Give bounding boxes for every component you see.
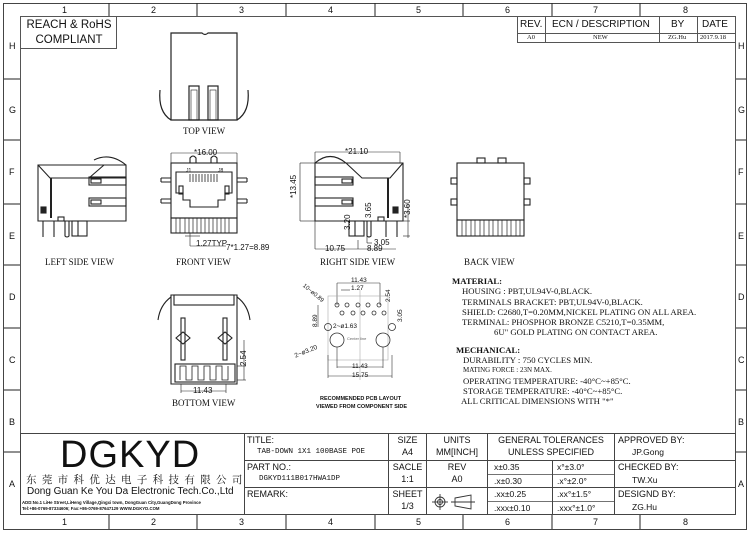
rev-header: REV.	[520, 19, 543, 30]
date-header: DATE	[702, 19, 728, 30]
units-label: UNITS	[443, 435, 471, 445]
row-label: C	[738, 355, 745, 365]
pcb-center-line-label: Center line	[347, 336, 367, 341]
dim-pin-j1: J1	[186, 168, 192, 174]
dim-side-3-65: 3.65	[364, 202, 373, 218]
pcb-layout-label-1: RECOMMENDED PCB LAYOUT	[320, 396, 402, 402]
row-label: D	[9, 292, 16, 302]
col-label: 7	[593, 517, 599, 527]
checked-by-label: CHECKED BY:	[618, 462, 679, 472]
right-side-view-label: RIGHT SIDE VIEW	[320, 257, 396, 267]
row-label: D	[738, 292, 745, 302]
bottom-view-drawing	[158, 295, 250, 393]
units-cell	[427, 434, 487, 458]
date-cell: 2017.9.18	[700, 34, 726, 41]
tolerance-angular: x°±3.0°	[557, 462, 585, 472]
by-header: BY	[671, 19, 685, 30]
mechanical-notes	[456, 345, 631, 406]
dim-pcb-3-05: 3.05	[397, 309, 404, 322]
checked-by-value: TW.Xu	[632, 475, 658, 485]
left-side-view-drawing	[38, 157, 126, 237]
dim-pcb-holes-small: 10~ø0.89	[301, 283, 325, 305]
dim-side-8-89: 8.89	[367, 244, 383, 253]
dim-side-3-05: 3.05	[374, 238, 390, 247]
title-label: TITLE:	[247, 435, 275, 445]
row-label: G	[9, 105, 17, 115]
dim-bottom-2-54: 2.54	[239, 350, 248, 366]
col-label: 3	[239, 5, 245, 15]
units-value: MM[INCH]	[436, 447, 478, 457]
dim-pcb-holes-mid: 2~ø1.63	[333, 323, 358, 330]
front-view-drawing	[161, 153, 247, 246]
sheet-value: 1/3	[401, 501, 414, 511]
col-label: 8	[683, 517, 689, 527]
scale-label: SACLE	[392, 462, 423, 472]
description-cell: NEW	[593, 34, 608, 41]
dim-side-height: *13.45	[289, 174, 298, 198]
col-label: 3	[239, 517, 245, 527]
row-label: B	[9, 417, 16, 427]
rev-cell: A0	[527, 34, 535, 41]
material-line: TERMINALS BRACKET: PBT,UL94V-0,BLACK.	[462, 296, 643, 307]
approved-by-value: JP.Gong	[632, 447, 664, 457]
approved-by-label: APPROVED BY:	[618, 435, 685, 445]
row-label: A	[738, 479, 745, 489]
material-notes	[452, 276, 696, 338]
row-label: H	[738, 41, 745, 51]
mechanical-heading: MECHANICAL:	[456, 345, 521, 355]
designed-by-label: DESIGND BY:	[618, 489, 676, 499]
col-label: 1	[62, 5, 68, 15]
part-no-value: DGKYD111B017HWA1DP	[259, 475, 341, 483]
size-cell	[389, 434, 426, 458]
rev-cell-block	[427, 461, 487, 485]
row-label: F	[9, 167, 15, 177]
col-label: 6	[505, 5, 511, 15]
size-label: SIZE	[397, 435, 418, 445]
scale-value: 1:1	[401, 474, 414, 484]
dim-pcb-1-27: 1.27	[351, 285, 364, 292]
back-view-drawing	[451, 158, 530, 236]
size-value: A4	[401, 447, 413, 457]
compliance-badge	[21, 17, 117, 50]
tolerances-line-1: GENERAL TOLERANCES	[498, 435, 604, 445]
row-label: F	[738, 167, 744, 177]
scale-cell	[389, 461, 426, 485]
col-label: 5	[416, 517, 422, 527]
material-heading: MATERIAL:	[452, 276, 503, 286]
front-view-label: FRONT VIEW	[176, 257, 231, 267]
tolerance-angular: .x°±2.0°	[557, 476, 587, 486]
mechanical-line: STORAGE TEMPERATURE: -40°C~+85°C.	[463, 385, 623, 396]
dim-pcb-2-54: 2.54	[385, 289, 392, 302]
row-label: H	[9, 41, 16, 51]
company-name-cn: 东 莞 市 科 优 达 电 子 科 技 有 限 公 司	[26, 474, 244, 486]
dim-pcb-11-43-top: 11.43	[351, 277, 367, 284]
tolerance-linear: .xxx±0.10	[494, 503, 531, 513]
designed-by-value: ZG.Hu	[632, 502, 658, 512]
mechanical-line: ALL CRITICAL DIMENSIONS WITH "*"	[461, 396, 614, 407]
row-label: C	[9, 355, 16, 365]
material-line: 6U" GOLD PLATING ON CONTACT AREA.	[494, 327, 658, 338]
dim-bottom-11-43: 11.43	[193, 386, 213, 395]
tolerance-linear: .x±0.30	[494, 476, 522, 486]
title-value: TAB-DOWN 1X1 100BASE POE	[257, 448, 366, 456]
dim-pcb-holes-large: 2~ø3.20	[293, 344, 319, 360]
sheet-cell	[389, 488, 426, 512]
remark-label: REMARK:	[247, 489, 289, 499]
first-angle-projection-icon	[432, 494, 475, 510]
col-label: 6	[505, 517, 511, 527]
left-side-view-label: LEFT SIDE VIEW	[45, 257, 115, 267]
dim-front-pitch: 1.27TYP	[196, 239, 228, 248]
part-no-label: PART NO.:	[247, 462, 292, 472]
dim-side-length: *21.10	[345, 147, 369, 156]
tolerance-angular: .xxx°±1.0°	[557, 503, 596, 513]
row-label: A	[9, 479, 16, 489]
tolerance-linear: x±0.35	[494, 462, 520, 472]
company-contact: Tel:+86-0769-87334606; Fax:+86-0769-87647129 WWW.DGKYD.COM	[22, 506, 160, 511]
pcb-layout-label-2: VIEWED FROM COMPONENT SIDE	[316, 404, 408, 410]
back-view-label: BACK VIEW	[464, 257, 515, 267]
row-label: G	[738, 105, 746, 115]
dim-pcb-8-89: 8.89	[312, 314, 319, 327]
company-logo: DGKYD	[60, 434, 201, 476]
material-line: SHIELD: C2680,T=0.20MM,NICKEL PLATING ON ALL AREA.	[462, 306, 697, 317]
company-address: ADD:No.1 LiHe Street,LiHeng Village,Qingxi town, DongGuan City,GuangDong Province	[22, 500, 201, 505]
mechanical-line: MATING FORCE : 23N MAX.	[463, 366, 552, 375]
by-cell: ZG.Hu	[668, 34, 687, 41]
mechanical-line: DURABILITY : 750 CYCLES MIN.	[463, 355, 593, 366]
top-view-drawing	[160, 33, 249, 120]
top-view-label: TOP VIEW	[183, 126, 226, 136]
col-label: 8	[683, 5, 689, 15]
col-label: 5	[416, 5, 422, 15]
tolerance-angular: .xx°±1.5°	[557, 489, 592, 499]
material-line: TERMINAL: PHOSPHOR BRONZE C5210,T=0.35MM,	[462, 317, 665, 328]
compliance-line-2: COMPLIANT	[35, 34, 103, 46]
dim-front-width: *16.00	[194, 148, 218, 157]
col-label: 2	[151, 5, 157, 15]
sheet-label: SHEET	[392, 489, 423, 499]
col-label: 7	[593, 5, 599, 15]
tolerances-line-2: UNLESS SPECIFIED	[507, 447, 595, 457]
tolerance-linear: .xx±0.25	[494, 489, 527, 499]
company-name-en: Dong Guan Ke You Da Electronic Tech.Co.,Ltd	[27, 486, 234, 497]
ecn-header: ECN / DESCRIPTION	[552, 19, 650, 30]
dim-side-10-75: 10.75	[325, 244, 346, 253]
row-label: E	[9, 231, 16, 241]
bottom-view-label: BOTTOM VIEW	[172, 398, 236, 408]
col-label: 4	[328, 5, 334, 15]
col-label: 1	[62, 517, 68, 527]
mechanical-line: OPERATING TEMPERATURE: -40°C~+85°C.	[463, 375, 631, 386]
right-side-view-drawing	[300, 152, 410, 249]
compliance-line-1: REACH & RoHS	[26, 19, 112, 31]
dim-pcb-15-75: 15.75	[352, 372, 369, 379]
dim-front-span: 7*1.27=8.89	[226, 243, 270, 252]
row-label: E	[738, 231, 745, 241]
col-label: 2	[151, 517, 157, 527]
dim-side-3-20: 3.20	[343, 214, 352, 230]
rev-value: A0	[451, 474, 463, 484]
material-line: HOUSING : PBT,UL94V-0,BLACK.	[462, 286, 593, 297]
dim-pin-j8: J8	[218, 168, 224, 174]
dim-pcb-11-43-bottom: 11.43	[352, 363, 368, 370]
col-label: 4	[328, 517, 334, 527]
dim-side-3-60: *3.60	[403, 199, 412, 218]
rev-label: REV	[447, 462, 467, 472]
tolerances-header	[488, 434, 614, 458]
row-label: B	[738, 417, 745, 427]
